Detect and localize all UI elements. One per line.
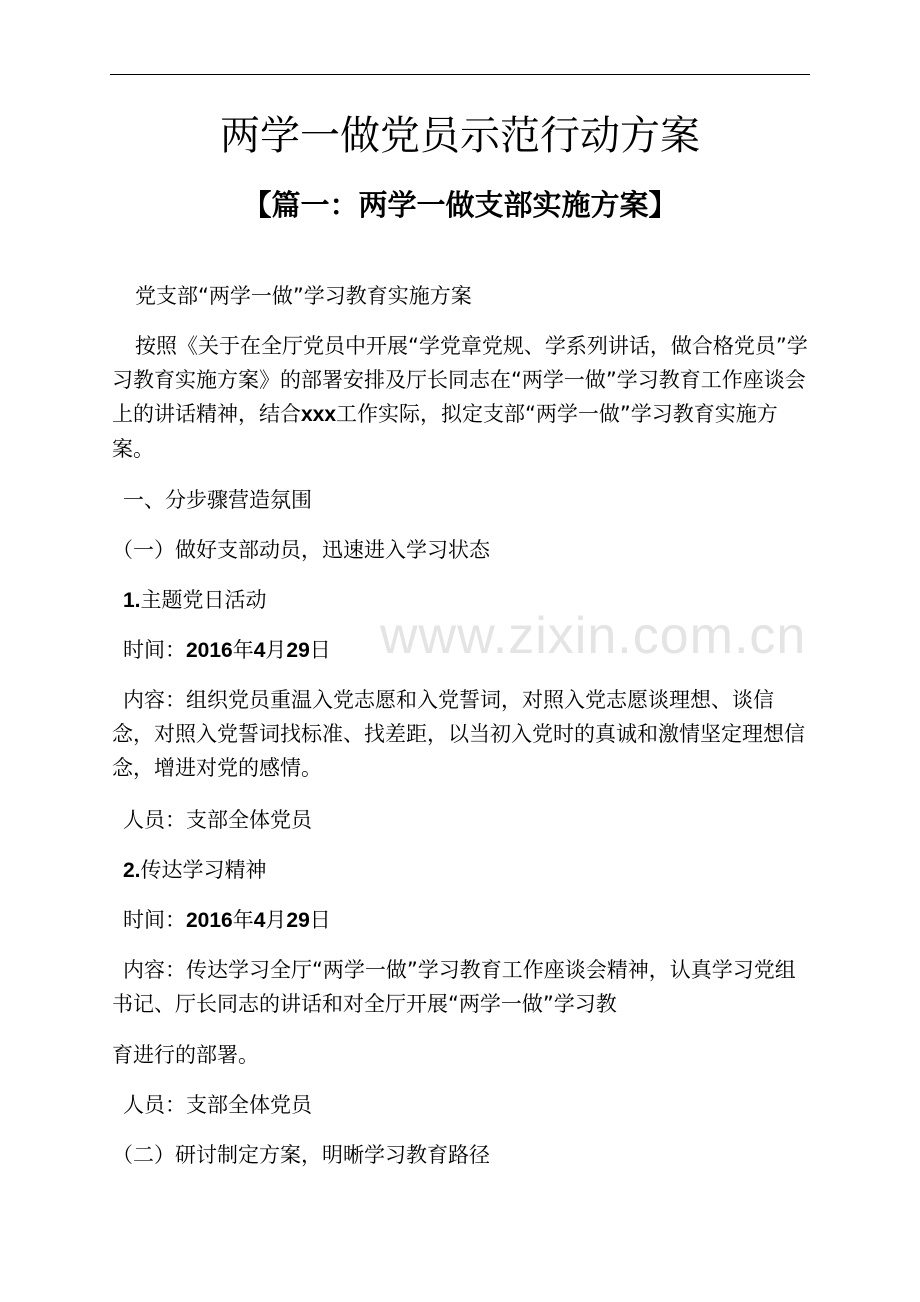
intro-text: 按照《关于在全厅党员中开展“学党章党规、学系列讲话，做合格党员”学习教育实施方案》的部署安排及厅长同志在“两学一做”学习教育工作座谈会上的讲话精神，结合 [112,334,808,426]
item-title-2: 传达学习精神 [140,858,267,882]
subsection-heading-1: （一）做好支部动员，迅速进入学习状态 [112,538,490,562]
document-subtitle: 【篇一：两学一做支部实施方案】 [242,188,678,222]
time-year: 2016 [186,909,233,932]
item-title-1: 主题党日活动 [140,588,267,612]
members-line-2: 人员：支部全体党员 [123,1093,312,1117]
intro-bold: xxx [301,403,337,426]
document-title: 两学一做党员示范行动方案 [220,113,700,159]
time-year-unit: 年 [232,638,254,662]
content-paragraph-2-cont: 育进行的部署。 [112,1043,259,1067]
time-year-unit: 年 [232,908,254,932]
time-month: 4 [253,639,266,662]
time-day: 29 [286,639,310,662]
time-month-unit: 月 [265,638,287,662]
members-line-1: 人员：支部全体党员 [123,808,312,832]
content-paragraph-1: 内容：组织党员重温入党志愿和入党誓词，对照入党志愿谈理想、谈信念，对照入党誓词找标准、找差距，以当初入党时的真诚和激情坚定理想信念，增进对党的感情。 [112,688,805,780]
intro-text-end: 工作实际，拟定支部“两学一做”学习教育实施方案。 [112,402,778,461]
time-day-unit: 日 [309,908,331,932]
time-month: 4 [253,909,266,932]
time-year: 2016 [186,639,233,662]
watermark: www.zixin.com.cn [380,607,807,665]
item-heading-1 [112,583,812,618]
time-line-2 [112,903,812,938]
time-day: 29 [286,909,310,932]
time-month-unit: 月 [265,908,287,932]
time-line-1 [112,633,812,668]
item-number-2: 2. [123,859,141,882]
plan-heading: 党支部“两学一做”学习教育实施方案 [135,284,472,308]
intro-paragraph [112,329,812,466]
time-day-unit: 日 [309,638,331,662]
item-heading-2 [112,853,812,888]
section-heading-1: 一、分步骤营造氛围 [123,488,312,512]
header-rule [110,74,810,75]
content-paragraph-2: 内容：传达学习全厅“两学一做”学习教育工作座谈会精神，认真学习党组书记、厅长同志的讲话和对全厅开展“两学一做”学习教 [112,958,796,1016]
time-label: 时间： [123,638,186,662]
subsection-heading-2: （二）研讨制定方案，明晰学习教育路径 [112,1143,490,1167]
time-label: 时间： [123,908,186,932]
item-number-1: 1. [123,589,141,612]
